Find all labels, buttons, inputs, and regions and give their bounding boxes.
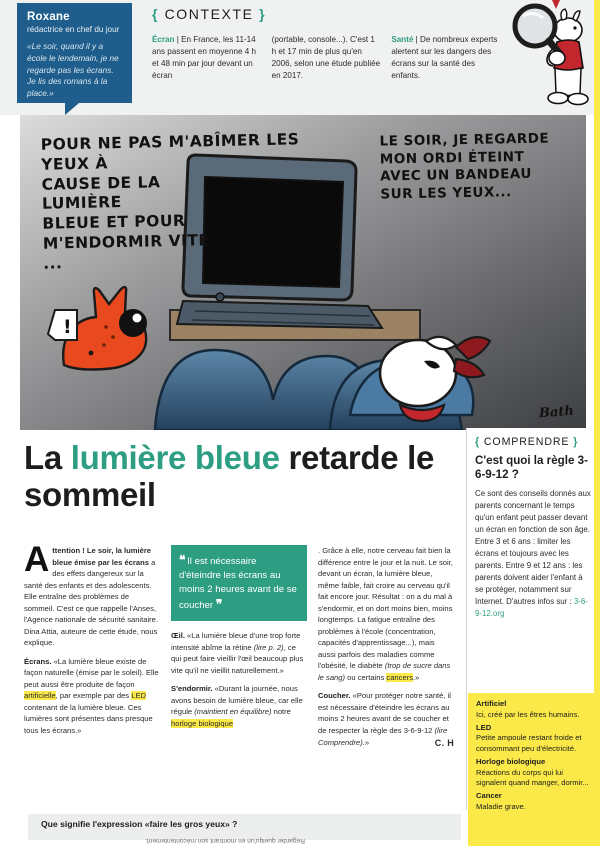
bracket-close-icon: } (573, 436, 579, 448)
guest-editor-card (17, 3, 132, 103)
context-sep: | (176, 35, 179, 44)
highlight-horloge-biologique: horloge biologique (171, 719, 234, 728)
context-column (272, 34, 381, 83)
sidebar-heading-label: COMPRENDRE (483, 436, 570, 448)
article-paragraph-oeil (171, 630, 307, 676)
article-byline: C. H (434, 737, 454, 748)
paragraph-text: .» (362, 737, 370, 747)
article-paragraph-ecrans (24, 656, 160, 737)
context-column (391, 34, 500, 83)
paragraph-text: , par exemple par des (55, 691, 132, 701)
glossary-definition: Ici, créé par les êtres humains. (476, 709, 580, 719)
paragraph-label: Coucher. (318, 691, 351, 701)
paragraph-text: notre (271, 707, 291, 717)
quiz-strip (28, 814, 461, 844)
article-paragraph-coucher (318, 690, 454, 748)
context-label: Écran (152, 35, 175, 44)
pull-quote-line2: au moins 2 heures avant de se coucher (179, 570, 297, 612)
context-column (152, 34, 261, 83)
page-title (24, 440, 444, 514)
comic-illustration (20, 115, 586, 430)
glossary-definition: Réactions du corps qui lui signalent quand manger, dormir... (476, 767, 589, 788)
article-column-1 (24, 540, 160, 810)
editor-name: Roxane (27, 11, 70, 23)
page-edge-accent (594, 0, 600, 846)
paragraph-text: contenant de la lumière bleue. Ces lumières sont présentes dans presque tous les écrans.» (24, 702, 153, 735)
comic-speech-left: POUR NE PAS M'ABÎMER LES YEUX À CAUSE DE LA LUMIÈRE BLEUE ET POUR M'ENDORMIR VITE ... (40, 130, 300, 273)
context-heading (152, 6, 266, 22)
comic-speech-right: LE SOIR, JE REGARDE MON ORDI ÉTEINT AVEC UN BANDEAU SUR LES YEUX... (379, 130, 550, 203)
context-text: En France, les 11-14 ans passent en moyenne 4 h et 48 min par jour devant un écran (152, 35, 256, 81)
quote-open-icon: ❝ (179, 553, 185, 567)
article-column-2 (171, 545, 307, 810)
bracket-close-icon: } (259, 6, 267, 22)
sidebar-heading (466, 428, 600, 448)
context-label: Santé (391, 35, 414, 44)
glossary-term: Artificiel (476, 699, 507, 708)
pull-quote-line1: Il est nécessaire d'éteindre les écrans (179, 556, 268, 582)
highlight-cancers: cancers (386, 672, 413, 682)
glossary-definition: Petite ampoule restant froide et consommant peu d'électricité. (476, 733, 582, 754)
paragraph-label: Écrans. (24, 656, 52, 666)
paragraph-label: S'endormir. (171, 684, 213, 694)
paragraph-text: «La lumière bleue existe de façon naturelle (émise par le soleil). Elle peut aussi être produite de façon (24, 656, 159, 689)
highlight-led: LED (131, 691, 146, 701)
paragraph-text: «Durant la journée, nous avons besoin de lumière bleue, car elle régule (171, 684, 303, 717)
editor-quote: «Le soir, quand il y a école le lendemain, je ne regarde pas les écrans. Je lis des romans à la place.» (27, 41, 119, 99)
article-column-3 (318, 545, 454, 810)
context-heading-label: CONTEXTE (164, 6, 254, 22)
article-lead (24, 540, 160, 649)
bracket-open-icon: { (475, 436, 481, 448)
paragraph-label: Œil. (171, 631, 185, 641)
sidebar-body-text: Ce sont des conseils donnés aux parents concernant le temps qu'un enfant peut passer devant un écran en fonction de son âge. Entre 3 et 6 ans : limiter les écrans et toujours avec les parents. Entre 9 et 12 ans : les parents doivent aider l'enfant à se protéger, notamment sur Internet. D'autres infos sur : (475, 488, 591, 607)
context-strip (0, 0, 600, 115)
quiz-answer-upside-down: Regarder quelqu'un en montrant son mécontentement. (145, 837, 305, 844)
lead-bold-text: ttention ! Le soir, la lumière bleue émise par les écrans (52, 546, 152, 567)
sidebar-divider (466, 428, 467, 810)
comprendre-sidebar (466, 428, 600, 846)
paragraph-italic-2: (trop de sucre dans le sang) (318, 661, 451, 682)
svg-text:!: ! (63, 316, 72, 338)
drop-cap: A (24, 540, 50, 579)
context-text: De nombreux experts alertent sur les dangers des écrans sur la santé des enfants. (391, 35, 498, 81)
bracket-open-icon: { (152, 6, 160, 22)
headline-part1: La (24, 439, 71, 476)
article-body (24, 540, 456, 810)
article-paragraph-sendormir-cont (318, 545, 454, 683)
glossary-term: LED (476, 722, 492, 732)
paragraph-text: «Pour protéger notre santé, il est nécessaire d'éteindre les écrans au moins 2 heures avant de se coucher et de respecter la règle des 3-6-9-12 (318, 691, 451, 735)
paragraph-text: . Grâce à elle, notre cerveau fait bien la différence entre le jour et la nuit. Le soir, devant un écran, la lumière bleue, même faible, fait croire au cerveau qu'il fait encore jour. Résultat : on a du mal à s'endormir, et on dort moins bien, moins longtemps. La fatigue entraîne des problèmes à l'école (concentration, capacités d'apprentissage...), mais aussi parfois des maladies comme l'obésité, le diabète (318, 546, 453, 671)
mascot-magnifier-icon (505, 0, 600, 115)
context-text: (portable, console...). C'est 1 h et 17 min de plus qu'en 2006, selon une étude publiée en 2017. (271, 35, 381, 81)
context-columns (152, 34, 500, 83)
editor-role: rédactrice en chef du jour (27, 24, 120, 34)
sidebar-body (466, 483, 600, 620)
paragraph-text: .» (413, 672, 420, 682)
sidebar-title: C'est quoi la règle 3-6-9-12 ? (475, 454, 588, 482)
sidebar-link[interactable]: 3-6-9-12.org (475, 597, 588, 619)
headline-accent: lumière bleue (70, 439, 280, 476)
context-sep: | (415, 35, 418, 44)
article-paragraph-sendormir (171, 683, 307, 729)
highlight-artificielle: artificielle (24, 691, 56, 701)
paragraph-italic: (lire p. 2) (253, 642, 284, 652)
glossary-definition: Maladie grave. (476, 802, 526, 812)
quote-close-icon: ❞ (215, 597, 222, 612)
paragraph-text: «La lumière bleue d'une trop forte intensité abîme la rétine (171, 631, 301, 652)
paragraph-text: , ce qui peut faire vieillir l'œil beaucoup plus vite qu'il ne vieillit naturellement.» (171, 642, 304, 675)
quiz-question: Que signifie l'expression «faire les gros yeux» ? (41, 819, 238, 829)
paragraph-italic: (maintient en équilibre) (194, 707, 272, 717)
glossary-box (468, 693, 600, 846)
headline-part2: retarde le sommeil (24, 439, 435, 513)
pull-quote (171, 545, 307, 621)
paragraph-text: ou certains (345, 672, 387, 682)
artist-signature: Bath (538, 403, 575, 422)
paragraph-italic: (lire Comprendre) (318, 725, 448, 747)
lead-rest-text: a des effets dangereux sur la santé des enfants et des adolescents. Elle entraîne des problèmes de sommeil. C'est ce que rappelle l'Anses, l'Agence nationale de sécurité sanitaire. Dina Attia, auteure de cette étude, nous explique. (24, 557, 159, 648)
glossary-term: Horloge biologique (476, 756, 546, 766)
glossary-term: Cancer (476, 791, 502, 801)
